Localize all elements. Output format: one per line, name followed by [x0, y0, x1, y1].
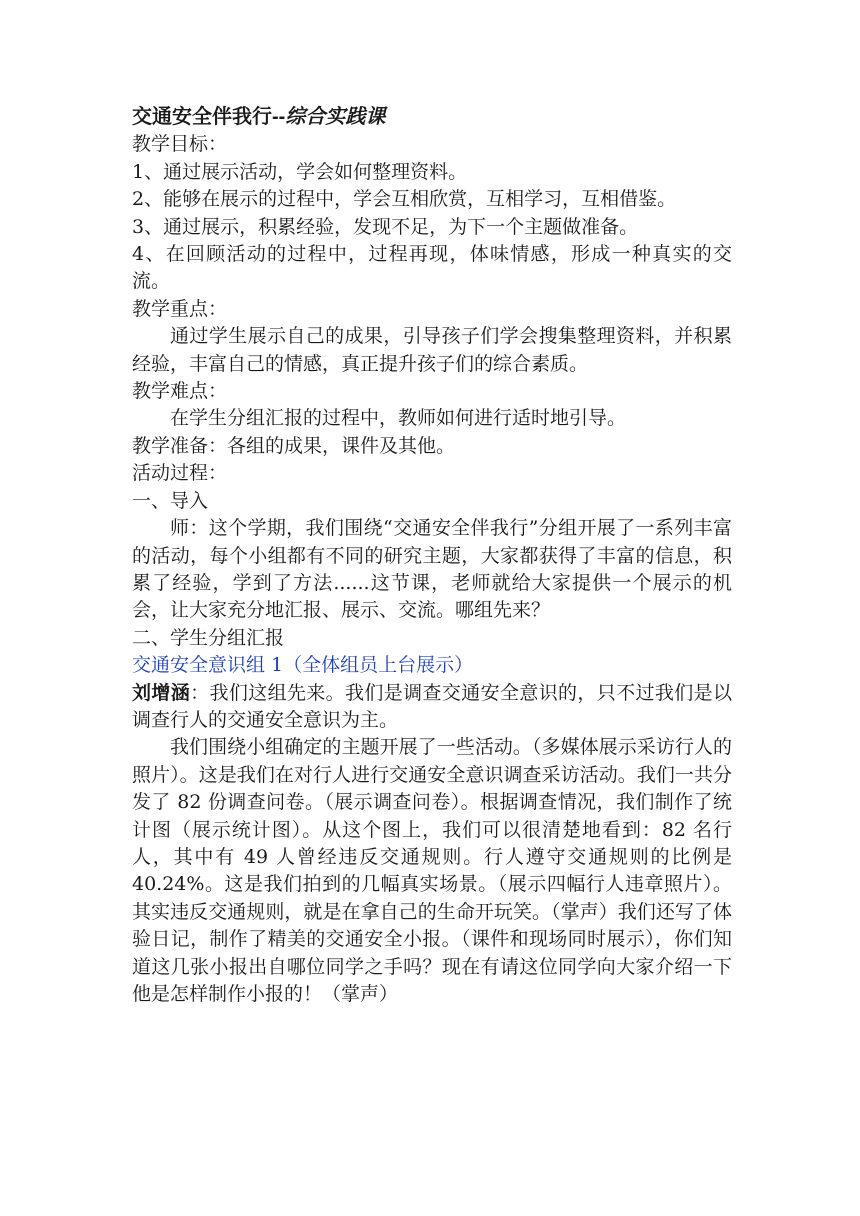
section1-text: 师：这个学期，我们围绕“交通安全伴我行”分组开展了一系列丰富的活动，每个小组都有不同的研究主题，大家都获得了丰富的信息，积累了经验，学到了方法......这节课，老师就给大家提供一个展示的机会，让大家充分地汇报、展示、交流。哪组先来？ [132, 517, 732, 622]
title-subtitle: 综合实践课 [285, 106, 386, 128]
group-heading: 交通安全意识组 1（全体组员上台展示） [132, 654, 474, 677]
section1-heading: 一、导入 [132, 489, 209, 512]
speaker-paragraph [132, 680, 732, 735]
difficulty-text: 在学生分组汇报的过程中，教师如何进行适时地引导。 [170, 407, 627, 430]
goal-item-3: 3、通过展示，积累经验，发现不足，为下一个主题做准备。 [132, 215, 639, 238]
goal-item-1: 1、通过展示活动，学会如何整理资料。 [132, 160, 468, 183]
difficulty-heading: 教学难点： [132, 380, 228, 403]
key-heading: 教学重点： [132, 297, 228, 320]
document-page [132, 104, 732, 1008]
document-title [132, 104, 732, 131]
body-paragraph: 我们围绕小组确定的主题开展了一些活动。（多媒体展示采访行人的照片）。这是我们在对行人进行交通安全意识调查采访活动。我们一共分发了 82 份调查问卷。（展示调查问卷）。根据调查情况，我们制作了统计图（展示统计图）。从这个图上，我们可以很清楚地看到：82 名行人，其中有 49 人曾经违反交通规则。行人遵守交通规则的比例是 40.24%。这是我们拍到的几幅真实场景。（展示四幅行人违章照片）。其实违反交通规则，就是在拿自己的生命开玩笑。（掌声）我们还写了体验日记，制作了精美的交通安全小报。（课件和现场同时展示），你们知道这几张小报出自哪位同学之手吗？现在有请这位同学向大家介绍一下他是怎样制作小报的！（掌声） [132, 736, 732, 1005]
section2-heading: 二、学生分组汇报 [132, 626, 285, 649]
speaker-name: 刘增涵 [132, 681, 191, 704]
goals-heading: 教学目标： [132, 133, 228, 156]
goal-item-4: 4、在回顾活动的过程中，过程再现，体味情感，形成一种真实的交流。 [132, 243, 732, 293]
process-heading: 活动过程： [132, 462, 228, 485]
title-main: 交通安全伴我行-- [132, 106, 286, 128]
speaker-text: ：我们这组先来。我们是调查交通安全意识的，只不过我们是以调查行人的交通安全意识为主。 [132, 681, 732, 731]
goal-item-2: 2、能够在展示的过程中，学会互相欣赏，互相学习，互相借鉴。 [132, 188, 677, 211]
preparation-line: 教学准备：各组的成果，课件及其他。 [132, 434, 456, 457]
key-text: 通过学生展示自己的成果，引导孩子们学会搜集整理资料，并积累经验，丰富自己的情感，真正提升孩子们的综合素质。 [132, 325, 732, 375]
